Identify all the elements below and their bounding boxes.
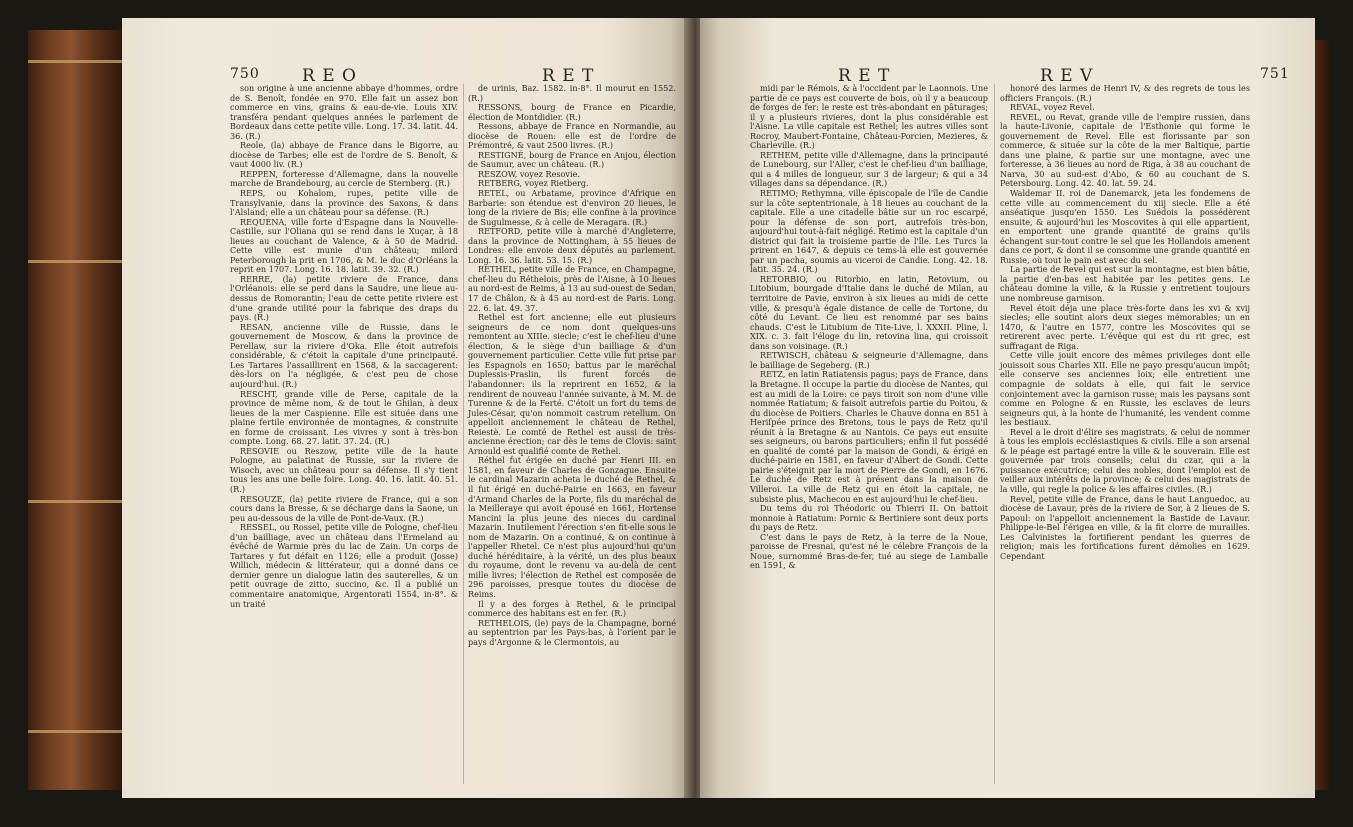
entry-paragraph: Réthel fut érigée en duché par Henri III. en 1581, en faveur de Charles de Gonzague. Ensuite le cardinal Mazarin acheta le duché de Rethel, & il fut érigé en duché-Pairie en 1663, en faveur d'Armand Charles de la Porte, fils du maréchal de la Meilleraye qui avoit épousé en 1661, Hortense Mancini la plus jeune des nieces du cardinal Mazarin. Inutilement l'érection s'en fit-elle sous le nom de Mazarin. On a continué, & on continue à l'appeller Rhetel. Ce n'est plus aujourd'hui qu'un duché héréditaire, à la vérité, un des plus beaux du royaume, dont le revenu va au-delà de cent mille livres; l'élection de Rethel est composée de 296 paroisses, presque toutes du diocèse de Reims. xyxy=(468,455,676,599)
right-running-head-1: R E T xyxy=(838,66,891,86)
column-divider xyxy=(994,84,995,784)
entry-paragraph: Cette ville jouit encore des mêmes privileges dont elle jouissoit sous Charles XII. Elle ne payo presqu'aucun impôt; elle conserve ses anciennes loix; elle entretient une compagnie de soldats à elle, qui fait le service conjointement avec la garnison russe; mais les paysans sont comme en Pologne & en Russie, les esclaves de leurs seigneurs qui, à la honte de l'humanité, les vendent comme les bestiaux. xyxy=(1000,350,1250,428)
entry-paragraph: RETHEM, petite ville d'Allemagne, dans la principauté de Lunebourg, sur l'Aller, c'est le chef-lieu d'un bailliage, qui a 4 milles de longueur, sur 3 de largeur; & qui a 34 villages dans sa dépendance. (R.) xyxy=(750,149,988,189)
entry-paragraph: son origine à une ancienne abbaye d'hommes, ordre de S. Benoît, fondée en 970. Elle fait un assez bon commerce en vins, grains & eau-de-vie. Louis XIV. transféra pendant quelques années le parlement de Bordeaux dans cette petite ville. Long. 17. 34. latit. 44. 36. (R.) xyxy=(230,83,458,141)
left-page-column-2 xyxy=(468,84,676,647)
entry-paragraph: Reole, (la) abbaye de France dans le Bigorre, au diocèse de Tarbes; elle est de l'ordre de S. Benoît, & vaut 4000 liv. (R.) xyxy=(230,140,458,170)
entry-paragraph: Revel, petite ville de France, dans le haut Languedoc, au diocèse de Lavaur, près de la riviere de Sor, à 2 lieues de S. Papoul: on l'appelloit anciennement la Bastide de Lavaur. Philippe-le-Bel l'érigea en ville, & la fit clorre de murailles. Les Calvinistes la fortifierent pendant les guerres de religion; mais les fortifications furent démolies en 1629. Cependant xyxy=(1000,493,1250,561)
entry-paragraph: Waldemar II. roi de Danemarck, jeta les fondemens de cette ville au commencement du xiij siecle. Elle a été anséatique jusqu'en 1550. Les Suédois la possédèrent ensuite, & aujourd'hui les Moscovites à qui elle appartient, en emportent une grande quantité de grains qu'ils échangent sur-tout contre le sel que les Hollandois amenent dans ce port, & dont il se consomme une grande quantité en Russie, où tout le pain est avec du sel. xyxy=(1000,188,1250,265)
left-page xyxy=(122,18,688,798)
right-page-number: 751 xyxy=(1260,66,1290,82)
entry-paragraph: RESSONS, bourg de France en Picardie, élection de Montdidier. (R.) xyxy=(468,102,676,122)
entry-paragraph: REPPEN, forteresse d'Allemagne, dans la nouvelle marche de Brandebourg, au cercle de Sternberg. (R.) xyxy=(230,168,458,189)
entry-paragraph: RESCHT, grande ville de Perse, capitale de la province de même nom, & de tout le Ghilan, à deux lieues de la mer Caspienne. Elle est située dans une plaine fertile environnée de montagnes, & construite en forme de croissant. Les vivres y sont à très-bon compte. Long. 68. 27. latit. 37. 24. (R.) xyxy=(230,388,458,447)
entry-paragraph: Revel étoit déja une place très-forte dans les xvi & xvij siecles; elle soutint alors deux sieges mémorables; un en 1470, & l'autre en 1577, contre les Moscovites qui se retirerent avec perte. L'évêque qui est du rit grec, est suffragant de Riga. xyxy=(1000,302,1250,351)
left-page-column-1 xyxy=(230,84,458,609)
column-divider xyxy=(463,84,464,784)
entry-paragraph: RERRE, (la) petite riviere de France, dans l'Orléanois: elle se perd dans la Saudre, une lieue au-dessus de Romorantin; l'eau de cette petite riviere est d'une grande utilité pour la fabrique des draps du pays. (R.) xyxy=(230,273,458,323)
entry-paragraph: RETFORD, petite ville à marché d'Angleterre, dans la province de Nottingham, à 55 lieues de Londres: elle envoie deux députés au parlement. Long. 16. 36. latit. 53. 15. (R.) xyxy=(468,226,676,265)
entry-paragraph: Du tems du roi Théodoric ou Thierri II. On battoit monnoie à Ratiatum: Pornic & Bertiniere sont deux ports du pays de Retz. xyxy=(750,503,988,533)
entry-paragraph: RETZ, en latin Ratiatensis pagus; pays de France, dans la Bretagne. Il occupe la partie du diocèse de Nantes, qui est au midi de la Loire: ce pays tiroit son nom d'une ville nommée Ratiatum; & faisoit autrefois partie du Poitou, & du diocèse de Poitiers. Charles le Chauve donna en 851 à Heriſpée prince des Bretons, tous le pays de Retz qu'il réunit à la Bretagne & au Nantois. Ce pays eut ensuite ses seigneurs, ou barons particuliers; enfin il fut possédé en qualité de comté par la maison de Gondi, & érigé en duché-pairie en 1581, en faveur d'Albert de Gondi. Cette pairie s'éteignit par la mort de Pierre de Gondi, en 1676. Le duché de Retz est à présent dans la maison de Villeroi. La ville de Retz qui en étoit la capitale, ne subsiste plus, Machecou en est aujourd'hui le chef-lieu. xyxy=(750,369,988,504)
entry-paragraph: C'est dans le pays de Retz, à la terre de la Noue, paroisse de Fresnai, qu'est né le célebre François de la Noue, surnommé Bras-de-fer, tué au siege de Lamballe en 1591, & xyxy=(750,531,988,571)
left-running-head-2: R E T xyxy=(542,66,595,86)
entry-paragraph: RESOUZE, (la) petite riviere de France, qui a son cours dans la Bresse, & se décharge dans la Saone, un peu au-dessous de la ville de Pont-de-Vaux. (R.) xyxy=(230,493,458,523)
right-page-column-1 xyxy=(750,84,988,571)
entry-paragraph: RESSEL, ou Rossel, petite ville de Pologne, chef-lieu d'un bailliage, avec un château dans l'Ermeland au évêché de Warmie près du lac de Zain. Un corps de Tartares y fut défait en 1126; elle a produit (Josse) Willich, médecin & littérateur, qui a donné dans ce dernier genre un dialogue latin des sauterelles, & un petit ouvrage de zitto, succino, &c. Il a publié un commentaire anatomique, Argentorati 1554, in-8°. & un traité xyxy=(230,522,458,609)
entry-paragraph: de urinis, Baz. 1582. in-8°. Il mourut en 1552. (R.) xyxy=(468,83,676,103)
spine-band xyxy=(28,60,124,63)
entry-paragraph: Revel a le droit d'élire ses magistrats, & celui de nommer à tous les emplois ecclésiastiques & civils. Elle a son arsenal & le péage est partagé entre la ville & le souverain. Elle est gouvernée par trois conseils; celui du czar, qui a la puissance exécutrice; celui des nobles, dont l'emploi est de veiller aux intérêts de la province; & celui des magistrats de la ville, qui regle la police & les affaires civiles. (R.) xyxy=(1000,426,1250,494)
entry-paragraph: RETWISCH, château & seigneurie d'Allemagne, dans le bailliage de Segeberg. (R.) xyxy=(750,350,988,370)
spine-band xyxy=(28,730,124,733)
entry-paragraph: RESTIGNÉ, bourg de France en Anjou, élection de Saumur, avec un château. (R.) xyxy=(468,149,676,170)
book-cover-left-edge xyxy=(28,30,124,790)
entry-paragraph: honoré des larmes de Henri IV, & des regrets de tous les officiers François. (R.) xyxy=(1000,83,1250,103)
entry-paragraph: RETORBIO, ou Ritorbio, en latin, Retovium, ou Litobium, bourgade d'Italie dans le duché de Milan, au territoire de Pavie, environ à six lieues au midi de cette ville, & presqu'à égale distance de celle de Tortone, du côté du Levant. Ce lieu est renommé par ses bains chauds. C'est le Litubium de Tite-Live, l. XXXII. Pline, l. XIX. c. 3. fait l'éloge du lin, retovina lina, qui croissoit dans son voisinage. (R.) xyxy=(750,273,988,351)
entry-paragraph: RETEL, ou Arbatame, province d'Afrique en Barbarie: son étendue est d'environ 20 lieues, le long de la riviere de Bis; elle confine à la province de Sugulmesse, & à celle de Meragara. (R.) xyxy=(468,188,676,227)
entry-paragraph: La partie de Revel qui est sur la montagne, est bien bâtie, la partie d'en-bas est habitée par les petites gens. Le château domine la ville, & la Russie y entretient toujours une nombreuse garnison. xyxy=(1000,264,1250,304)
entry-paragraph: REPS, ou Kohalom, rupes, petite ville de Transylvanie, dans la province des Saxons, & dans l'Alsland; elle a un château pour sa défense. (R.) xyxy=(230,188,458,218)
entry-paragraph: RESAN, ancienne ville de Russie, dans le gouvernement de Moscow, & dans la province de Perellaw, sur la riviere d'Oka. Elle étoit autrefois considérable, & c'étoit la capitale d'une principauté. Les Tartares l'assaillirent en 1568, & la saccagerent: dès-lors on l'a négligée, & c'est peu de chose aujourd'hui. (R.) xyxy=(230,321,458,389)
entry-paragraph: Rethel est fort ancienne; elle eut plusieurs seigneurs de ce nom dont quelques-uns remontent au XIIIe. siecle; c'est le chef-lieu d'une élection, & le siège d'un bailliage & d'un gouvernement particulier. Cette ville fut prise par les Espagnols en 1650; battus par le maréchal Duplessis-Praslin, ils furent forcés de l'abandonner: ils la reprirent en 1652, & la rendirent de nouveau l'année suivante, à M. M. de Turenne & de la Ferté. C'étoit un fort du tems de Jules-César, qu'on nommoit castrum retellum. On appelloit anciennement le château de Rethel, Reiestè. Le comté de Rethel est aussi de très-ancienne érection; car dès le tems de Clovis: saint Arnould est qualifié comte de Rethel. xyxy=(468,312,676,456)
spine-band xyxy=(28,260,124,263)
entry-paragraph: Ressons, abbaye de France en Normandie, au diocèse de Rouen: elle est de l'ordre de Prémontré, & vaut 2500 livres. (R.) xyxy=(468,121,676,151)
right-page xyxy=(700,18,1315,798)
entry-paragraph: RESOVIE ou Reszow, petite ville de la haute Pologne, au palatinat de Russie, sur la riviere de Wisoch, avec un château pour sa défense. Il s'y tient tous les ans une belle foire. Long. 40. 16. latit. 40. 51. (R.) xyxy=(230,445,458,494)
entry-paragraph: REVAL, voyez Revel. xyxy=(1010,102,1095,113)
entry-paragraph: midi par le Rémois, & à l'occident par le Laonnois. Une partie de ce pays est couverte de bois, où il y a beaucoup de forges de fer: le reste est très-abondant en pâturages; il y a plusieurs rivieres, dont la plus considérable est l'Aisne. La ville capitale est Rethel; les autres villes sont Rocroy, Maubert-Fontaine, Château-Porcien, Mezieres, & Charleville. (R.) xyxy=(750,83,988,151)
entry-paragraph: RETHELOIS, (le) pays de la Champagne, borné au septentrion par les Pays-bas, à l'orient par le pays d'Argonne & le Clermontois, au xyxy=(468,617,676,647)
entry-paragraph: RETBERG, voyez Rietberg. xyxy=(478,178,589,189)
right-page-column-2 xyxy=(1000,84,1250,561)
left-running-head-1: R E O xyxy=(302,66,357,86)
entry-paragraph: RETHEL, petite ville de France, en Champagne, chef-lieu du Réthelois, près de l'Aisne, à 10 lieues au nord-est de Reims, à 13 au sud-ouest de Sedan, 17 de Châlon, & à 45 au nord-est de Paris. Long. 22. 6. lat. 49. 37. xyxy=(468,264,676,313)
entry-paragraph: REQUENA, ville forte d'Espagne dans la Nouvelle-Castille, sur l'Oliana qui se rend dans le Xuçar, à 18 lieues au couchant de Valence, & à 50 de Madrid. Cette ville est munie d'un château; milord Peterborough la prit en 1706, & M. le duc d'Orléans la reprit en 1707. Long. 16. 18. latit. 39. 32. (R.) xyxy=(230,216,458,275)
right-running-head-2: R E V xyxy=(1040,66,1094,86)
entry-paragraph: REVEL, ou Revat, grande ville de l'empire russien, dans la haute-Livonie, capitale de l'Esthonie qui forme le gouvernement de Revel. Elle est florissante par son commerce, & située sur la côte de la mer Baltique, partie dans une plaine, & partie sur une montagne, avec une forteresse, à 36 lieues au nord de Riga, à 38 au couchant de Narva, 30 au sud-est d'Abo, & 60 au couchant de S. Petersbourg. Long. 42. 40. lat. 59. 24. xyxy=(1000,111,1250,189)
spine-band xyxy=(28,500,124,503)
left-page-number: 750 xyxy=(230,66,260,82)
entry-paragraph: RESZOW, voyez Resovie. xyxy=(478,168,580,179)
entry-paragraph: Il y a des forges à Rethel, & le principal commerce des habitans est en fer. (R.) xyxy=(468,598,676,619)
entry-paragraph: RETIMO; Rethymna, ville épiscopale de l'île de Candie sur la côte septentrionale, à 18 lieues au couchant de la capitale. Elle a une citadelle bâtie sur un roc escarpé, pour la défense de son port, autrefois très-bon, aujourd'hui tout-à-fait négligé. Retimo est la capitale d'un district qui fait la troisieme partie de l'île. Les Turcs la prirent en 1647, & depuis ce tems-là elle est gouvernée par un pacha, soumis au viceroi de Candie. Long. 42. 18. latit. 35. 24. (R.) xyxy=(750,188,988,275)
